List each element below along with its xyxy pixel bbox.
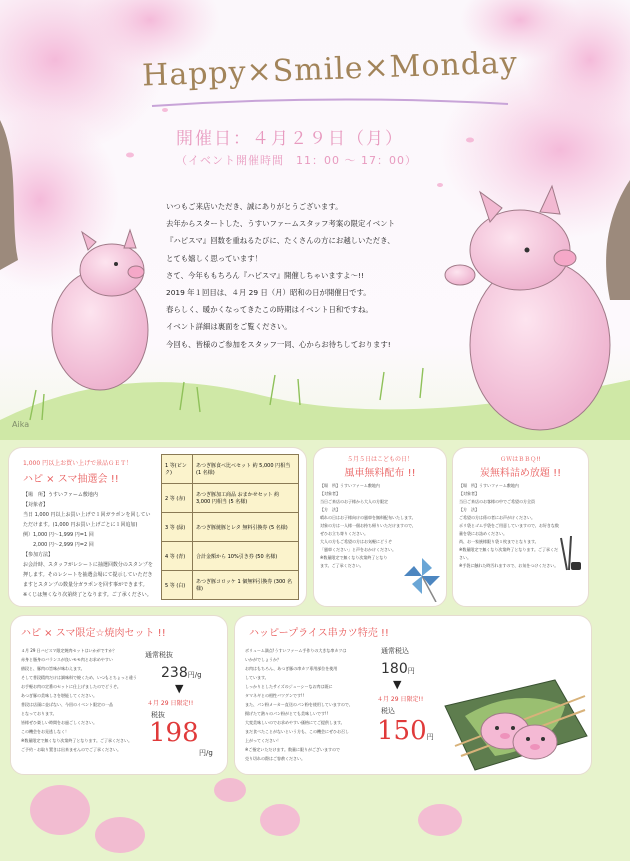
meatset-detail-line: 皆様ぜひ楽しい時間をお過ごしください。	[21, 720, 97, 725]
prize-row	[162, 513, 299, 542]
bbq-detail-line: 【場 所】うすいファーム敷地内	[459, 483, 519, 488]
kushikatsu-regular-price-row	[381, 658, 415, 677]
event-title: Happy×Smile×Monday	[141, 45, 519, 94]
lottery-subtitle: 1,000 円以上お買い上げで景品ＧＥＴ！	[23, 460, 133, 467]
kushikatsu-special-price-row	[377, 716, 434, 746]
pinwheel-detail-line: ぜひお立ち寄りください。	[320, 531, 368, 536]
meatset-details	[21, 646, 143, 754]
kushikatsu-detail-line: まだ食べたことがないという方も、この機会にぜひお召し	[245, 729, 349, 734]
intro-line: いつもご来店いただき、誠にありがとうございます。	[166, 202, 343, 211]
bbq-detail-line: ※手袋に触れた時汚れますので、お気をつけください。	[459, 563, 559, 568]
prize-rank: 1 等(ピンク)	[162, 455, 193, 484]
meatset-regular-price: 238	[161, 665, 188, 681]
intro-line: イベント詳細は裏面をご覧ください。	[166, 322, 292, 332]
kushikatsu-detail-line: しっかりとしたサイズのジューシーなお肉は既に	[245, 684, 333, 689]
intro-line: 今回も、皆様のご参加をスタッフ一同、心からお待ちしております!	[166, 339, 391, 349]
lottery-details	[23, 490, 155, 600]
pinwheel-detail-line: 当日ご来店のお子様から大人の方限定	[320, 499, 388, 504]
meatset-special-price: 198	[149, 718, 199, 748]
meatset-detail-line: ご予約・お取り置きは出来ませんのでご了承ください。	[21, 747, 121, 752]
meatset-card	[10, 615, 228, 775]
pinwheel-detail-line: 【方 法】	[320, 507, 340, 512]
prize-name: あつぎ豚焼豚とレタ 無料引換券 (5 名様)	[193, 513, 299, 542]
bbq-detail-line: 【方 法】	[459, 507, 479, 512]
bbq-detail-line: ご希望の方は係の者にお声がけください。	[459, 515, 535, 520]
meatset-regular-unit: 円/g	[187, 671, 202, 679]
bbq-detail-line: 尚、お一家族様限り袋１枚までとなります。	[459, 539, 539, 544]
bbq-detail-line: ポリ袋とゴム手袋をご用意していますので、お好きな数量を袋にお詰めください。	[459, 523, 559, 536]
meatset-detail-line: お手軽お肉の定番のセットに仕上げましたのでどうぞ。	[21, 684, 121, 689]
meatset-detail-line: あつぎ豚の美味しさを堪能してください。	[21, 693, 97, 698]
charcoal-tongs-icon	[557, 534, 583, 574]
meatset-detail-line: 普段は店頭に並ばない、今回のイベント限定の一品	[21, 702, 113, 707]
bbq-title: 炭無料詰め放題 !!	[479, 468, 562, 479]
down-arrow-icon: ▼	[393, 678, 402, 691]
lottery-detail-line: 【場 所】うすいファーム敷地内	[23, 492, 98, 498]
intro-line: 春らしく、暖かくなってきたこの時期はイベント日和ですね。	[166, 305, 373, 315]
kushikatsu-detail-line: しています。	[245, 675, 269, 680]
prize-row	[162, 484, 299, 513]
kushikatsu-card	[234, 615, 592, 775]
kushikatsu-detail-line: また、パン粉メーカー直送のパン粉を使用していますので、	[245, 702, 353, 707]
pinwheel-detail-line: 晴れの日はお子様向けの風車を無料配布いたします。	[320, 515, 416, 520]
intro-line: さて、今年ももちろん『ハピスマ』開催しちゃいますよ～!!	[166, 270, 364, 280]
prize-row	[162, 542, 299, 571]
prize-name: あつぎ豚食べ比べセット 約 5,000 円相当 (1 名様)	[193, 455, 299, 484]
bbq-card	[452, 447, 589, 607]
pinwheel-detail-line: 【場 所】うすいファーム敷地内	[320, 483, 380, 488]
meatset-special-label: ４月 29 日限定!!	[147, 700, 194, 707]
lottery-detail-line: 例）1,000 円～1,999 円=1 回	[23, 532, 94, 538]
kushikatsu-details	[245, 646, 385, 763]
meatset-regular-price-row	[161, 662, 202, 681]
pinwheel-subtitle: ５月５日はこどもの日！	[346, 456, 413, 463]
meatset-detail-line: そして普段精肉だけは調味料で焼くため、いつもとちょっと違う	[21, 675, 137, 680]
prize-rank: 3 等 (緑)	[162, 513, 193, 542]
lottery-detail-line: 【参加方法】	[23, 552, 54, 558]
bbq-detail-line: ※数量限定で無くなり次第終了となります。ご了承ください。	[459, 547, 559, 560]
prize-rank: 2 等 (赤)	[162, 484, 193, 513]
kushikatsu-detail-line: ボリューム満点!うすいファーム手作りの大きな串カツは	[245, 648, 347, 653]
meatset-detail-line: 赤身と脂身のバランスが良いモモ肉とお求めやすい	[21, 657, 113, 662]
prize-name: あつぎ豚加工商品 おまかせセット 約 3,000 円相当 (5 名様)	[193, 484, 299, 513]
meatset-special-tax: 税抜	[151, 711, 165, 719]
event-date: 開催日：４月２９日（月）	[176, 129, 404, 149]
lottery-title: ハピ × スマ抽選会 !!	[23, 474, 119, 485]
pinwheel-detail-line: 対象の方は一人様一個お持ち帰りいただけますので、	[320, 523, 416, 528]
pinwheel-title: 風車無料配布 !!	[344, 468, 416, 479]
lottery-detail-line: 【対象者】	[23, 502, 49, 508]
kushikatsu-detail-line: 大変美味しいのでお求めやすい価格にてご提供します。	[245, 720, 345, 725]
kushikatsu-regular-price: 180	[381, 661, 408, 677]
prize-rank: 5 等 (白)	[162, 571, 193, 600]
bbq-detail-line: 【対象者】	[459, 491, 479, 496]
bbq-subtitle: ＧＷはＢＢＱ!!	[500, 456, 541, 463]
pinwheel-card	[313, 447, 447, 607]
meatset-regular-label: 通常税抜	[145, 651, 173, 659]
lottery-detail-line: 当日 1,000 円以上お買い上げで１回ガラポンを回していただけます。(1,000 円お買い上げごとに１回追加)	[23, 512, 151, 528]
kushikatsu-detail-line: タマネギとの相性バツグンです!!	[245, 693, 305, 698]
event-hours: （イベント開催時間 11：00 ～ 17：00）	[176, 154, 417, 167]
prize-name: あつぎ豚コロッケ 1 個無料引換券 (300 名様)	[193, 571, 299, 600]
kushikatsu-detail-line: いかがでしょうか？	[245, 657, 281, 662]
kushikatsu-special-tax: 税込	[381, 707, 395, 715]
kushikatsu-detail-line: 売り切れの際はご容赦ください。	[245, 756, 305, 761]
meatset-title: ハピ × スマ限定☆焼肉セット !!	[21, 628, 166, 639]
prize-row	[162, 571, 299, 600]
meatset-detail-line: となっております。	[21, 711, 57, 716]
kushikatsu-special-unit: 円	[426, 733, 434, 741]
down-arrow-icon: ▼	[175, 682, 184, 695]
intro-line: 『ハピスマ』回数を重ねるたびに、たくさんの方にお越しいただき、	[166, 236, 395, 246]
lottery-card	[8, 447, 307, 607]
pinwheel-detail-line: ※数量限定で無くなり次第終了となります。ご了承ください。	[320, 555, 388, 568]
lottery-detail-line: お会計時、スタッフがレシートに抽選回数分のスタンプを押します。そのレシートを抽選会場にて提示していただきますとスタンプの数量分ガラポンを回す事ができます。	[23, 562, 153, 588]
lottery-detail-line: ※くじは無くなり次第終了となります。ご了承ください。	[23, 592, 152, 598]
kushikatsu-special-price: 150	[377, 716, 427, 746]
kushikatsu-regular-unit: 円	[407, 667, 415, 675]
prize-name: 合計金額から 10%引き券 (50 名様)	[193, 542, 299, 571]
kushikatsu-special-label: ４月 29 日限定!!	[377, 696, 424, 703]
artist-signature: Aika	[12, 420, 30, 429]
pinwheel-detail-line: 「風車ください」と声をおかけください。	[320, 547, 396, 552]
kushikatsu-title: ハッピープライス串カツ特売 !!	[249, 628, 389, 639]
meatset-detail-line: ※数量限定で無くなり次第終了となります。ご了承ください。	[21, 738, 133, 743]
kushikatsu-detail-line: お肉はもちろん、あつぎ豚の串カツ専用部位を使用	[245, 666, 338, 671]
lottery-detail-line: 2,000 円～2,999 円=2 回	[23, 542, 94, 548]
title-underline	[150, 92, 510, 112]
intro-line: とても嬉しく思っています！	[166, 253, 263, 263]
bbq-detail-line: 当日ご来店のお客様の中でご希望の方全員	[459, 499, 535, 504]
meatset-detail-line: ４月 29 日ハピスマ限定焼肉セットはいかがですか？	[21, 648, 117, 653]
pinwheel-detail-line: 【対象者】	[320, 491, 340, 496]
kushikatsu-plate-illustration	[435, 676, 589, 772]
bbq-details	[459, 482, 559, 570]
kushikatsu-detail-line: 上がってください！	[245, 738, 281, 743]
intro-text	[166, 198, 466, 353]
pinwheel-icon	[402, 556, 442, 602]
kushikatsu-detail-line: 揚げたて熱々のパン粉がとても美味しいです!!	[245, 711, 329, 716]
kushikatsu-regular-label: 通常税込	[381, 647, 409, 655]
prize-table	[161, 454, 299, 600]
meatset-detail-line: 値段と、豚肉の旨味が味わえます。	[21, 666, 85, 671]
kushikatsu-detail-line: ※ご指定いただけます。数量に限りがございますので	[245, 747, 341, 752]
prize-rank: 4 等 (青)	[162, 542, 193, 571]
prize-row	[162, 455, 299, 484]
intro-line: 去年からスタートした、うすいファームスタッフ考案の限定イベント	[166, 219, 395, 229]
pinwheel-detail-line: 大人の方もご希望の方はお気軽にどうぞ	[320, 539, 392, 544]
meatset-special-unit: 円/g	[199, 749, 213, 757]
meatset-detail-line: この機会をお見逃しなく！	[21, 729, 69, 734]
intro-line: 2019 年１回目は、４月 29 日（月）昭和の日が開催日です。	[166, 288, 371, 298]
